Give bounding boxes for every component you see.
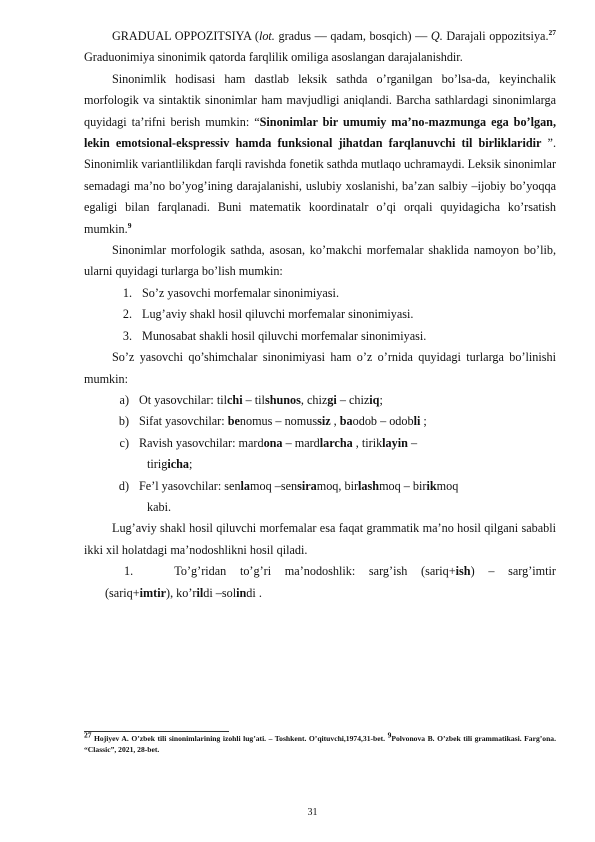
paragraph-sinonimlik [84,69,556,240]
footnote-mark: 27 [84,730,92,740]
list-text: Lug’aviy shakl hosil qiluvchi morfemalar sinonimiyasi. [142,307,414,322]
paragraph-morfologik: Sinonimlar morfologik sathda, asosan, ko’makchi morfemalar shaklida namoyon bo’lib, ularni quyidagi turlarga bo’lish mumkin: [84,243,556,279]
footnote-ref: 27 [548,27,556,37]
list-text: Sifat yasovchilar: benomus – nomussiz , baodob – odobli ; [139,414,427,429]
list-text: Ot yasovchilar: tilchi – tilshunos, chizgi – chiziq; [139,392,383,407]
footnote-text: Hojiyev A. O’zbek tili sinonimlarining izohli lug’ati. – Toshkent. O’qituvchi,1974,31-bet. [91,734,388,743]
list-text: So’z yasovchi morfemalar sinonimiyasi. [142,285,339,300]
list-item-a [84,390,556,411]
list-letter: b) [118,414,129,429]
list-letter: a) [119,392,129,407]
item-line: (sariq+imtir), ko’rildi –solindi . [105,585,262,600]
text: Darajali oppozitsiya. [442,29,549,43]
list-letter: d) [118,478,129,493]
list-item-b [84,411,556,432]
list-number: 2. [122,307,132,322]
page-number: 31 [307,807,318,818]
paragraph-soz-yasovchi: So’z yasovchi qo’shimchalar sinonimiyasi ham o’z o’rnida quyidagi turlarga bo’linishi mumkin: [84,350,556,386]
list-number: 3. [122,328,132,343]
list-text: Ravish yasovchilar: mardona – mardlarcha , tiriklayin – [139,435,418,450]
paragraph-lugaviy: Lug’aviy shakl hosil qiluvchi morfemalar esa faqat grammatik ma’no hosil qilgani sababli ikki xil holatdagi ma’nodoshlikni hosil qiladi. [84,521,556,557]
list-item-d [84,476,556,497]
list-number: 1. [122,285,132,300]
text: gradus — qadam, bosqich) — [274,29,431,43]
footnote [84,730,556,755]
italic-text: Q. [430,29,443,43]
list-item-d-continuation: kabi. [147,499,172,514]
footnote-ref: 9 [127,220,132,230]
numbered-list [84,283,556,347]
footnote-text: Polvonova B. O’zbek tili grammatikasi. Farg’ona. “Classic”, 2021, 28-bet. [84,734,556,754]
definition-bold: Sinonimlar bir umumiy ma’no-mazmunga ega bo’lgan, lekin emotsional-ekspressiv hamda funksional jihatdan farqlanuvchi til birliklaridir [84,114,556,151]
list-text: Fe’l yasovchilar: senlamoq –sensiramoq, birlashmoq – birikmoq [139,478,459,493]
list-item [84,283,556,304]
list-item [84,304,556,325]
list-letter: c) [119,435,129,450]
list-text: Munosabat shakli hosil qiluvchi morfemalar sinonimiyasi. [142,328,427,343]
lettered-list [84,390,556,518]
footnote-separator [84,731,229,732]
text: ”. Sinonimlik variantlilikdan farqli ravishda fonetik sathda mutlaqo uchramaydi. Leksik sinonimlar semadagi ma’no bo’yog’ining darajalanishi, uslubiy xoslanishi, ba’zan salbiy –ijobiy bo’yoqqa egaligi bilan farqlanadi. Buni matematik koordinatalr o’qi orqali quyidagicha ko’rsatish mumkin. [84,136,556,236]
text: Sinonimlik hodisasi ham dastlab leksik sathda o’rganilgan bo’lsa-da, keyinchalik morfologik va sintaktik sinonimlar ham mavjudligi aniqlandi. Barcha sathlardagi sinonimlarga quyidagi ta’rifni berish mumkin: “ [84,71,556,129]
list-item [84,326,556,347]
italic-text: lot. [258,29,275,43]
text: Graduonimiya sinonimik qatorda farqlilik omiliga asoslangan darajalanishdir. [84,50,463,65]
list-item-c-continuation: tirigicha; [147,457,193,472]
list-item-c [84,433,556,454]
footnote-mark: 9 [387,730,392,740]
paragraph-gradual [84,26,556,69]
page-body [84,26,556,604]
text: GRADUAL OPPOZITSIYA ( [112,29,259,43]
item-line: 1. To’g’ridan to’g’ri ma’nodoshlik: sarg’ish (sariq+ish) – sarg’imtir [124,564,556,579]
numbered-item-direct-synonymy [84,561,556,604]
